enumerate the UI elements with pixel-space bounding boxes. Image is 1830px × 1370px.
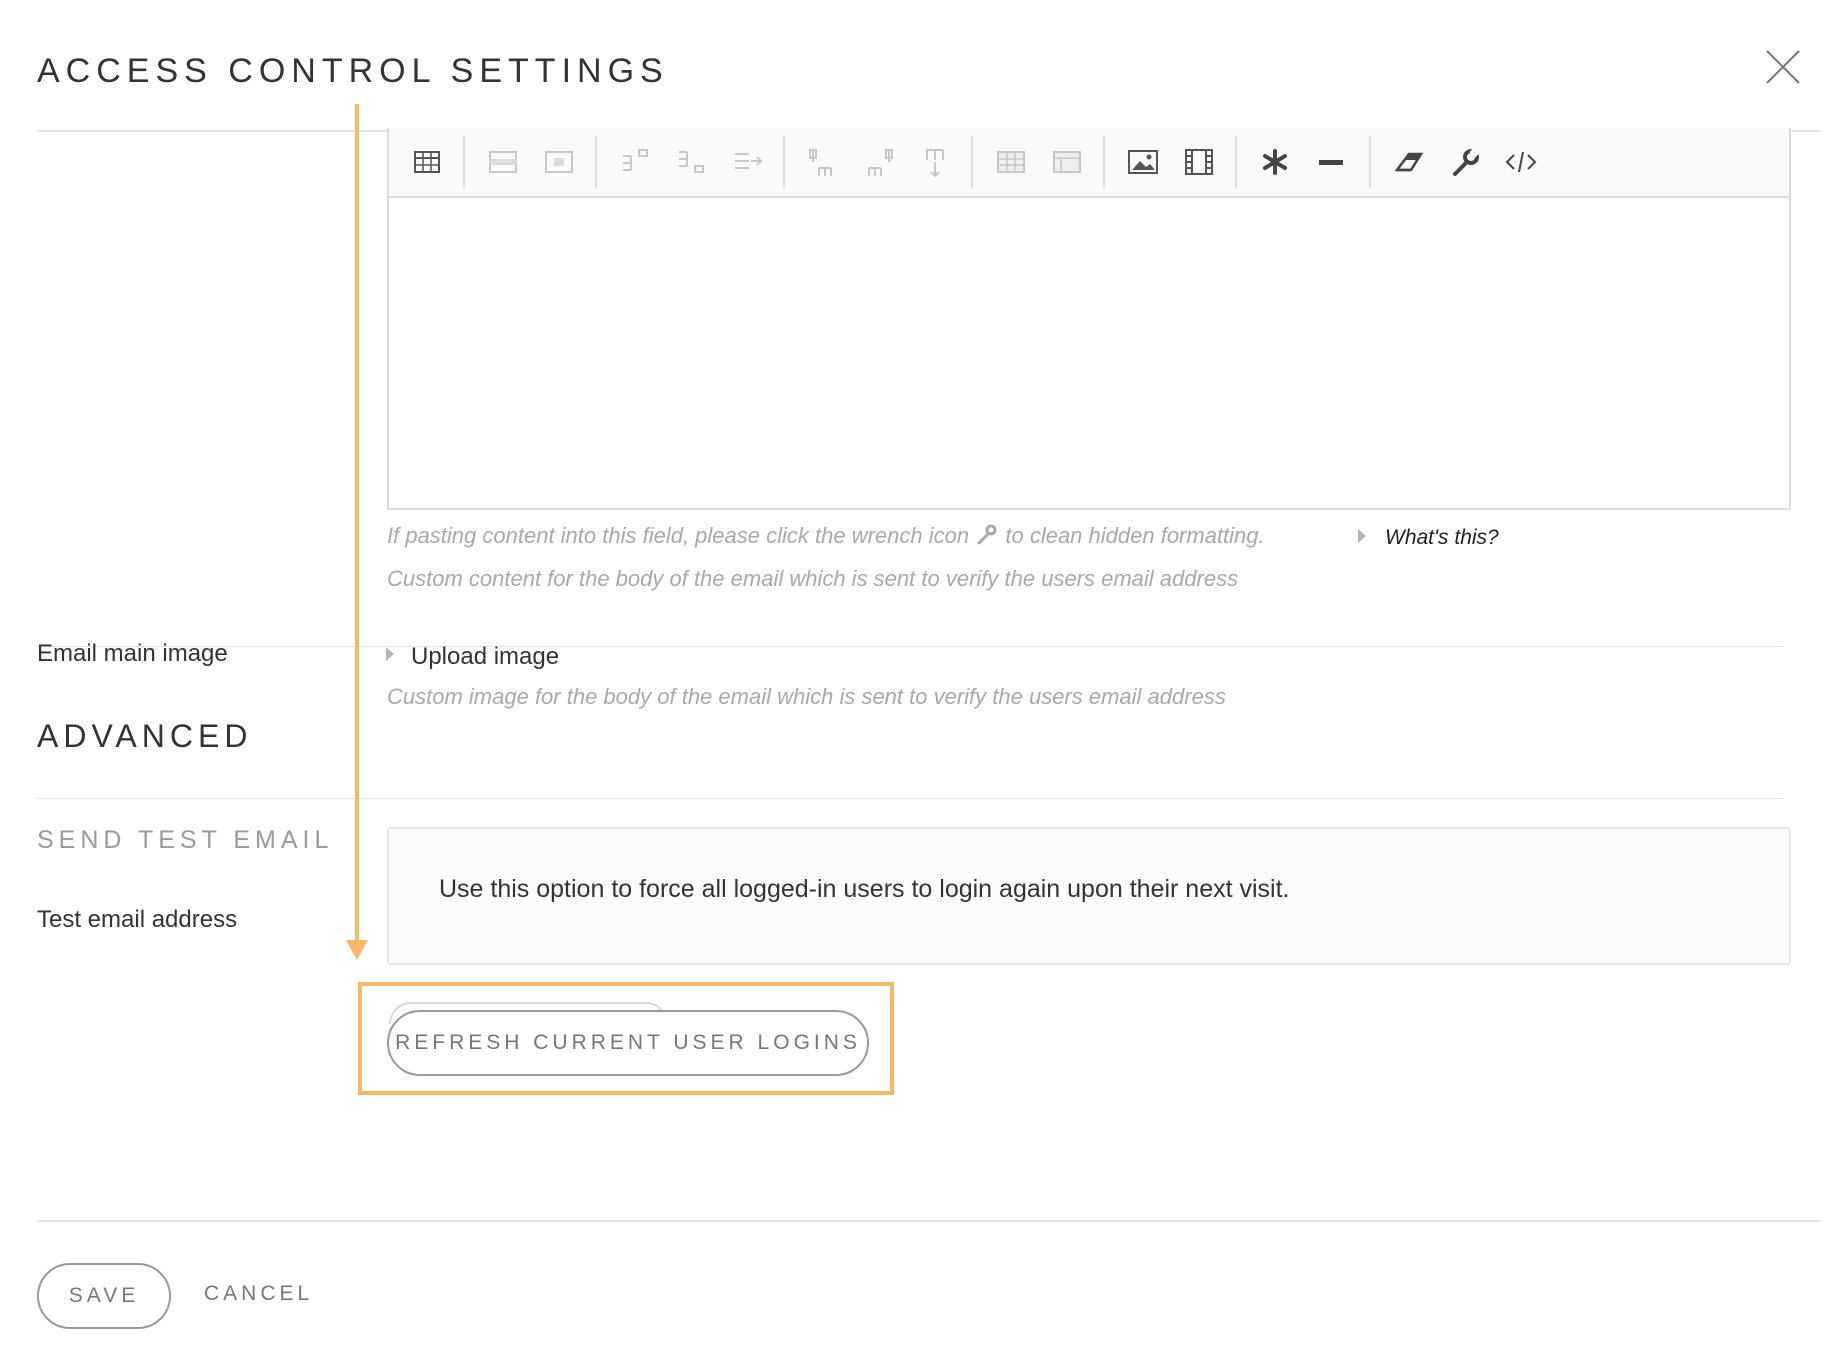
- send-test-email-heading: SEND TEST EMAIL: [37, 826, 334, 854]
- eraser-icon[interactable]: [1391, 146, 1427, 178]
- save-button[interactable]: SAVE: [37, 1263, 171, 1329]
- upload-triangle-icon: [386, 647, 394, 661]
- advanced-heading: ADVANCED: [37, 718, 253, 754]
- delete-row-icon[interactable]: [729, 146, 765, 178]
- table-row-icon[interactable]: [485, 146, 521, 178]
- annotation-highlight-box: [358, 982, 894, 1095]
- upload-image-link[interactable]: Upload image: [411, 643, 560, 670]
- image-icon[interactable]: [1125, 146, 1161, 178]
- insert-row-before-icon[interactable]: [617, 146, 653, 178]
- notice-text: Use this option to force all logged-in users to login again upon their next visit.: [439, 875, 1290, 903]
- video-icon[interactable]: [1181, 146, 1217, 178]
- merge-cells-icon[interactable]: [993, 146, 1029, 178]
- dialog-title: ACCESS CONTROL SETTINGS: [37, 52, 669, 90]
- table-cell-icon[interactable]: [541, 146, 577, 178]
- test-email-label: Test email address: [37, 906, 238, 933]
- section-divider: [37, 646, 1783, 647]
- asterisk-icon[interactable]: [1257, 146, 1293, 178]
- force-relogin-notice: [387, 827, 1791, 965]
- paste-hint-after: to clean hidden formatting.: [1005, 523, 1265, 548]
- whats-this-triangle-icon: [1358, 529, 1366, 543]
- annotation-arrow-head-icon: [346, 940, 368, 960]
- editor-content-area[interactable]: [389, 198, 1789, 508]
- editor-toolbar: [389, 128, 1789, 198]
- cancel-button[interactable]: CANCEL: [204, 1282, 314, 1305]
- image-help-text: Custom image for the body of the email which is sent to verify the users email address: [387, 684, 1226, 709]
- close-icon[interactable]: [1763, 47, 1803, 87]
- delete-column-icon[interactable]: [917, 146, 953, 178]
- whats-this-link[interactable]: What's this?: [1385, 526, 1499, 549]
- annotation-arrow-line: [355, 104, 359, 940]
- body-help-text: Custom content for the body of the email which is sent to verify the users email address: [387, 566, 1239, 591]
- refresh-user-logins-button[interactable]: REFRESH CURRENT USER LOGINS: [387, 1010, 869, 1076]
- wrench-hint-icon: [975, 522, 999, 546]
- footer-divider: [37, 1220, 1820, 1222]
- paste-hint: [387, 522, 1265, 549]
- split-cells-icon[interactable]: [1049, 146, 1085, 178]
- paste-hint-before: If pasting content into this field, please click the wrench icon: [387, 523, 970, 548]
- table-icon[interactable]: [409, 146, 445, 178]
- code-icon[interactable]: [1503, 146, 1539, 178]
- advanced-divider: [37, 798, 1783, 799]
- email-body-editor[interactable]: [387, 128, 1791, 510]
- email-main-image-label: Email main image: [37, 640, 228, 667]
- insert-row-after-icon[interactable]: [673, 146, 709, 178]
- wrench-icon[interactable]: [1447, 146, 1483, 178]
- insert-column-before-icon[interactable]: [805, 146, 841, 178]
- horizontal-rule-icon[interactable]: [1313, 146, 1349, 178]
- insert-column-after-icon[interactable]: [861, 146, 897, 178]
